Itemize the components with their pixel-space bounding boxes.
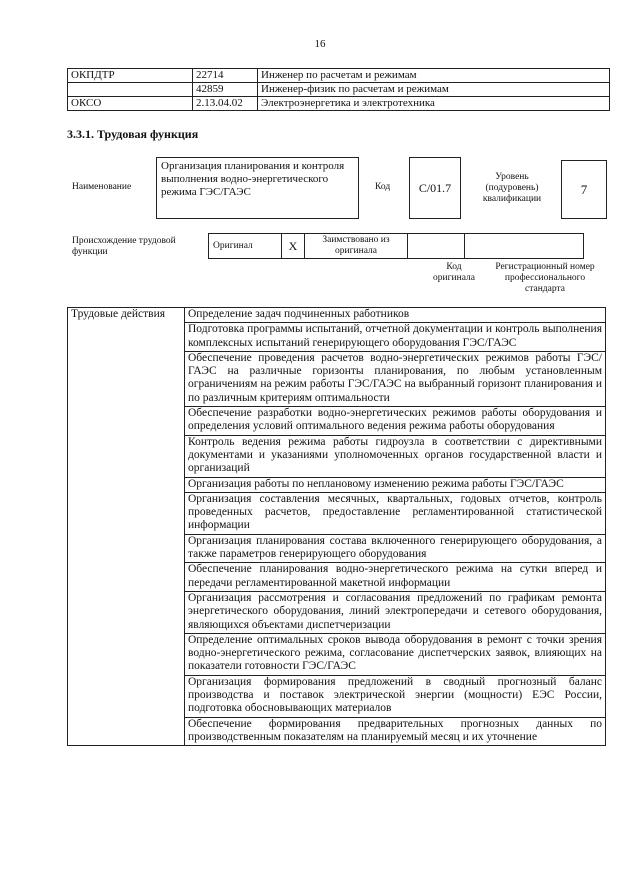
function-name-box: Организация планирования и контроля выполнения водно-энергетического режима ГЭС/ГАЭС	[156, 157, 359, 219]
classification-name: Электроэнергетика и электротехника	[258, 97, 610, 111]
borrowed-label: Заимствовано из оригинала	[305, 234, 408, 259]
labor-action-item: Подготовка программы испытаний, отчетной документации и контроль выполнения комплексных испытаний генерирующего оборудования ГЭС/ГАЭС	[185, 323, 606, 352]
function-code-box: С/01.7	[409, 157, 461, 219]
section-title: 3.3.1. Трудовая функция	[67, 127, 199, 141]
labor-action-item: Организация формирования предложений в сводный прогнозный баланс производства и поставок электрической энергии (мощности) ЕЭС России, подготовка обосновывающих материалов	[185, 675, 606, 717]
labor-actions-table	[67, 307, 606, 746]
classification-row	[68, 83, 610, 97]
classification-system	[68, 83, 193, 97]
labor-action-item: Обеспечение планирования водно-энергетического режима на сутки вперед и передачи регламентированной макетной информации	[185, 563, 606, 592]
classification-row	[68, 97, 610, 111]
labor-action-item: Организация планирования состава включенного генерирующего оборудования, а также параметров генерирующего оборудования	[185, 534, 606, 563]
classification-row	[68, 69, 610, 83]
code-original-cell	[408, 234, 465, 259]
classification-code: 2.13.04.02	[193, 97, 258, 111]
code-label: Код	[375, 182, 391, 192]
original-label: Оригинал	[209, 234, 282, 259]
classification-code: 42859	[193, 83, 258, 97]
labor-action-item: Определение задач подчиненных работников	[185, 308, 606, 323]
labor-action-item: Контроль ведения режима работы гидроузла в соответствии с директивными документами и указаниями уполномоченных органов государственной власти и организаций	[185, 435, 606, 477]
code-original-label: Код оригинала	[433, 262, 475, 283]
classification-name: Инженер по расчетам и режимам	[258, 69, 610, 83]
origin-table	[208, 233, 584, 259]
classification-system: ОКСО	[68, 97, 193, 111]
level-label: Уровень (подуровень) квалификации	[482, 172, 542, 204]
labor-action-item: Определение оптимальных сроков вывода оборудования в ремонт с точки зрения водно-энергетического режима, согласование диспетчерских заявок, влияющих на показатели готовности ГЭС/ГАЭС	[185, 633, 606, 675]
original-mark: X	[282, 234, 305, 259]
classification-table	[67, 68, 610, 111]
table-row	[68, 308, 606, 323]
origin-label: Происхождение трудовой функции	[72, 236, 176, 257]
labor-action-item: Организация рассмотрения и согласования предложений по графикам ремонта энергетического оборудования, линий электропередачи и сетевого оборудования, являющихся объектами диспетчеризации	[185, 591, 606, 633]
name-label: Наименование	[72, 182, 132, 192]
labor-action-item: Организация составления месячных, квартальных, годовых отчетов, контроль проведенных расчетов, предоставление регламентированной статистической информации	[185, 492, 606, 534]
origin-row	[209, 234, 584, 259]
labor-action-item: Обеспечение проведения расчетов водно-энергетических режимов работы ГЭС/ГАЭС на различные горизонты планирования, по любым установленным ограничениям на режим работы ГЭС/ГАЭС на выбранный горизонт планирования и по различным критериям оптимальности	[185, 351, 606, 406]
labor-action-item: Организация работы по неплановому изменению режима работы ГЭС/ГАЭС	[185, 477, 606, 492]
page-number: 16	[314, 38, 326, 50]
labor-action-item: Обеспечение формирования предварительных прогнозных данных по производственным показателям на планируемый месяц и их уточнение	[185, 717, 606, 746]
labor-actions-label: Трудовые действия	[68, 308, 185, 746]
classification-code: 22714	[193, 69, 258, 83]
classification-system: ОКПДТР	[68, 69, 193, 83]
reg-number-label: Регистрационный номер профессионального стандарта	[495, 262, 595, 294]
level-box: 7	[561, 160, 607, 219]
reg-number-cell	[465, 234, 584, 259]
classification-name: Инженер-физик по расчетам и режимам	[258, 83, 610, 97]
labor-action-item: Обеспечение разработки водно-энергетических режимов работы оборудования и определения условий оптимального ведения режима работы оборудования	[185, 407, 606, 436]
